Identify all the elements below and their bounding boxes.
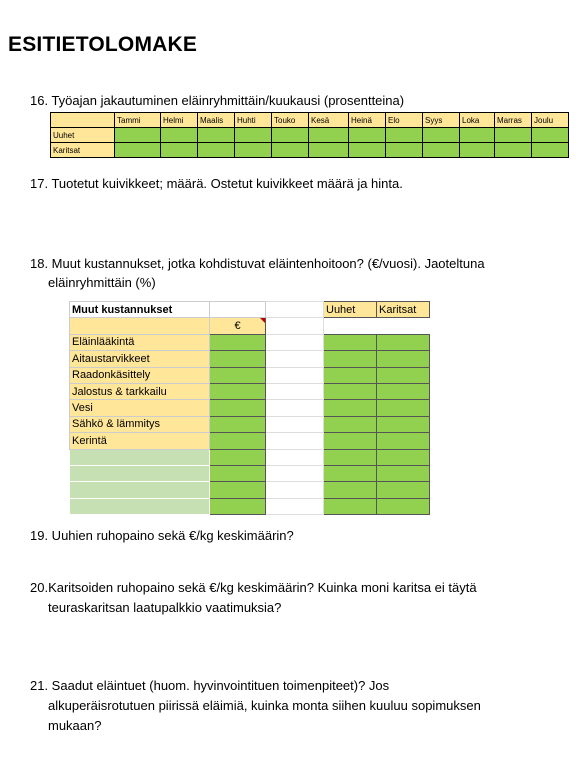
month-header: Joulu xyxy=(532,113,569,128)
table-row xyxy=(70,465,430,481)
input-cell[interactable] xyxy=(115,143,161,158)
input-cell[interactable] xyxy=(460,143,495,158)
month-header: Elo xyxy=(386,113,423,128)
month-header: Heinä xyxy=(349,113,386,128)
empty-label-cell[interactable] xyxy=(70,449,210,465)
question-18-line2: eläinryhmittäin (%) xyxy=(48,275,156,290)
input-cell[interactable] xyxy=(309,128,349,143)
cost-item-label: Kerintä xyxy=(70,433,210,449)
other-costs-table xyxy=(69,301,430,515)
table-row xyxy=(70,416,430,432)
input-cell[interactable] xyxy=(210,400,266,416)
input-cell[interactable] xyxy=(210,433,266,449)
input-cell[interactable] xyxy=(377,416,430,432)
table-row xyxy=(70,400,430,416)
question-21-line2: alkuperäisrotutuen piirissä eläimiä, kuinka monta siihen kuuluu sopimuksen xyxy=(48,698,481,713)
page-title: ESITIETOLOMAKE xyxy=(8,33,198,56)
empty-label-cell[interactable] xyxy=(70,465,210,481)
table-row xyxy=(70,367,430,383)
empty-label-cell[interactable] xyxy=(70,498,210,514)
input-cell[interactable] xyxy=(532,143,569,158)
input-cell[interactable] xyxy=(423,128,460,143)
input-cell[interactable] xyxy=(324,351,377,367)
input-cell[interactable] xyxy=(324,449,377,465)
cost-item-label: Eläinlääkintä xyxy=(70,334,210,350)
table-header-row xyxy=(51,113,569,128)
question-19: 19. Uuhien ruhopaino sekä €/kg keskimäärin? xyxy=(30,528,294,543)
input-cell[interactable] xyxy=(198,128,235,143)
input-cell[interactable] xyxy=(377,400,430,416)
table-row xyxy=(70,383,430,399)
input-cell[interactable] xyxy=(324,498,377,514)
row-label: Uuhet xyxy=(51,128,115,143)
input-cell[interactable] xyxy=(210,482,266,498)
input-cell[interactable] xyxy=(235,128,272,143)
input-cell[interactable] xyxy=(210,383,266,399)
input-cell[interactable] xyxy=(386,128,423,143)
input-cell[interactable] xyxy=(324,383,377,399)
input-cell[interactable] xyxy=(423,143,460,158)
input-cell[interactable] xyxy=(377,334,430,350)
input-cell[interactable] xyxy=(210,465,266,481)
input-cell[interactable] xyxy=(377,498,430,514)
input-cell[interactable] xyxy=(460,128,495,143)
table-row xyxy=(51,128,569,143)
input-cell[interactable] xyxy=(324,416,377,432)
question-21-line1: 21. Saadut eläintuet (huom. hyvinvointituen toimenpiteet)? Jos xyxy=(30,678,390,693)
input-cell[interactable] xyxy=(324,465,377,481)
question-18-line1: 18. Muut kustannukset, jotka kohdistuvat eläintenhoitoon? (€/vuosi). Jaoteltuna xyxy=(30,256,485,271)
input-cell[interactable] xyxy=(115,128,161,143)
month-header: Marras xyxy=(495,113,532,128)
input-cell[interactable] xyxy=(198,143,235,158)
question-20-line2: teuraskaritsan laatupalkkio vaatimuksia? xyxy=(48,600,282,615)
column-header-karitsat: Karitsat xyxy=(377,302,430,318)
input-cell[interactable] xyxy=(324,482,377,498)
input-cell[interactable] xyxy=(532,128,569,143)
month-header: Huhti xyxy=(235,113,272,128)
corner-cell xyxy=(51,113,115,128)
input-cell[interactable] xyxy=(495,143,532,158)
input-cell[interactable] xyxy=(377,367,430,383)
month-header: Maalis xyxy=(198,113,235,128)
empty-label-cell[interactable] xyxy=(70,482,210,498)
cost-item-label: Vesi xyxy=(70,400,210,416)
input-cell[interactable] xyxy=(324,400,377,416)
input-cell[interactable] xyxy=(210,416,266,432)
month-header: Syys xyxy=(423,113,460,128)
table-row xyxy=(70,351,430,367)
table-row xyxy=(70,318,430,334)
input-cell[interactable] xyxy=(377,449,430,465)
input-cell[interactable] xyxy=(161,128,198,143)
input-cell[interactable] xyxy=(377,482,430,498)
input-cell[interactable] xyxy=(495,128,532,143)
table-row xyxy=(70,334,430,350)
month-header: Helmi xyxy=(161,113,198,128)
work-distribution-table xyxy=(50,112,569,158)
input-cell[interactable] xyxy=(377,383,430,399)
input-cell[interactable] xyxy=(324,367,377,383)
cost-item-label: Jalostus & tarkkailu xyxy=(70,383,210,399)
cost-item-label: Sähkö & lämmitys xyxy=(70,416,210,432)
input-cell[interactable] xyxy=(324,334,377,350)
input-cell[interactable] xyxy=(309,143,349,158)
table-header-row xyxy=(70,302,430,318)
input-cell[interactable] xyxy=(349,143,386,158)
month-header: Touko xyxy=(272,113,309,128)
input-cell[interactable] xyxy=(386,143,423,158)
column-header-uuhet: Uuhet xyxy=(324,302,377,318)
table-row xyxy=(70,433,430,449)
input-cell[interactable] xyxy=(377,351,430,367)
input-cell[interactable] xyxy=(210,334,266,350)
question-21-line3: mukaan? xyxy=(48,718,102,733)
input-cell[interactable] xyxy=(210,351,266,367)
table-row xyxy=(70,449,430,465)
cost-item-label: Aitaustarvikkeet xyxy=(70,351,210,367)
month-header: Tammi xyxy=(115,113,161,128)
input-cell[interactable] xyxy=(272,128,309,143)
table-row xyxy=(51,143,569,158)
month-header: Kesä xyxy=(309,113,349,128)
input-cell[interactable] xyxy=(272,143,309,158)
month-header: Loka xyxy=(460,113,495,128)
question-16: 16. Työajan jakautuminen eläinryhmittäin/kuukausi (prosentteina) xyxy=(30,93,405,108)
table-row xyxy=(70,482,430,498)
input-cell[interactable] xyxy=(377,433,430,449)
question-17: 17. Tuotetut kuivikkeet; määrä. Ostetut kuivikkeet määrä ja hinta. xyxy=(30,176,403,191)
question-20-line1: 20.Karitsoiden ruhopaino sekä €/kg keskimäärin? Kuinka moni karitsa ei täytä xyxy=(30,580,477,595)
cost-item-label: Raadonkäsittely xyxy=(70,367,210,383)
table-row xyxy=(70,498,430,514)
input-cell[interactable] xyxy=(210,498,266,514)
input-cell[interactable] xyxy=(349,128,386,143)
input-cell[interactable] xyxy=(210,449,266,465)
table-header: Muut kustannukset xyxy=(70,302,210,318)
input-cell[interactable] xyxy=(210,367,266,383)
input-cell[interactable] xyxy=(161,143,198,158)
euro-header: € xyxy=(210,318,266,334)
row-label: Karitsat xyxy=(51,143,115,158)
input-cell[interactable] xyxy=(235,143,272,158)
input-cell[interactable] xyxy=(324,433,377,449)
input-cell[interactable] xyxy=(377,465,430,481)
